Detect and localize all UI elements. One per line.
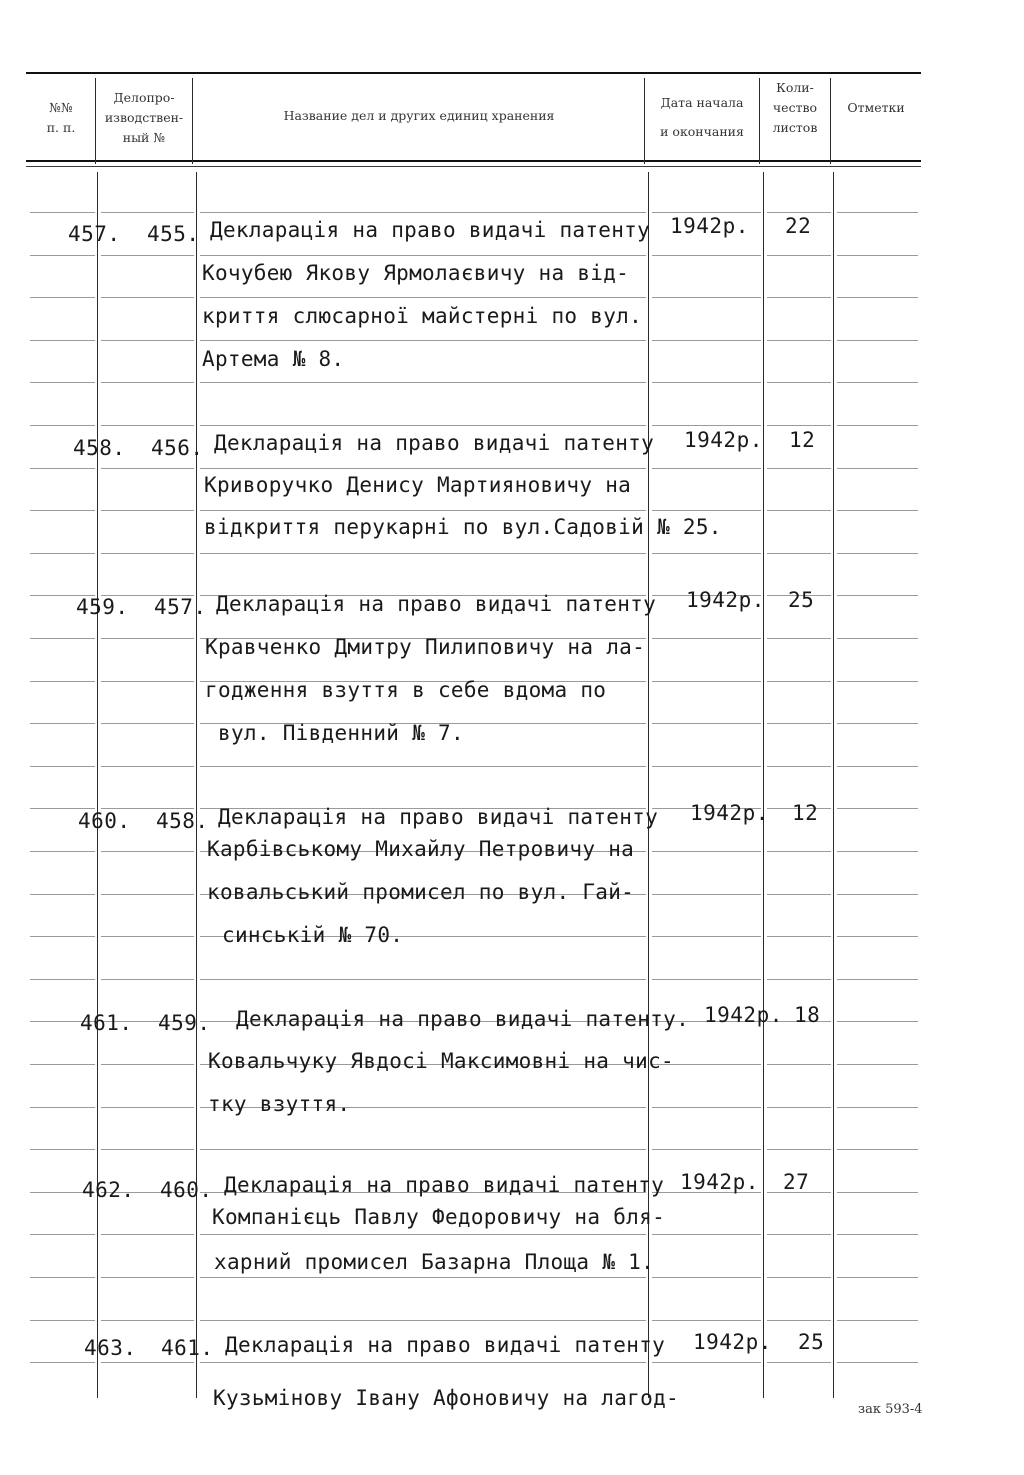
body-line-4	[763, 172, 764, 1398]
ruling-line	[30, 1320, 95, 1321]
ruling-line	[767, 1320, 831, 1321]
ruling-line	[837, 1192, 918, 1193]
ruling-line	[837, 979, 918, 980]
ruling-line	[837, 766, 918, 767]
title-line: Кравченко Дмитру Пилиповичу на ла-	[205, 635, 646, 659]
row-number: 460.	[78, 809, 131, 833]
ruling-line	[652, 894, 761, 895]
ruling-line	[101, 638, 194, 639]
title-line: ковальський промисел по вул. Гай-	[207, 880, 635, 904]
header-sep-3	[644, 78, 645, 164]
ruling-line	[767, 212, 831, 213]
date: 1942р.	[690, 801, 769, 825]
sheet-count: 27	[783, 1170, 810, 1194]
ruling-line	[101, 340, 194, 341]
ruling-line	[767, 1064, 831, 1065]
title-line: харний промисел Базарна Площа № 1.	[214, 1250, 655, 1274]
title-line: Декларація на право видачі патенту.	[236, 1007, 690, 1031]
ruling-line	[200, 979, 646, 980]
ruling-line	[767, 553, 831, 554]
ruling-line	[101, 723, 194, 724]
ruling-line	[30, 297, 95, 298]
sheet-count: 18	[794, 1003, 821, 1027]
ruling-line	[767, 638, 831, 639]
title-line: синській № 70.	[222, 923, 404, 947]
title-line: Декларація на право видачі патенту	[224, 1173, 665, 1197]
title-line: Артема № 8.	[202, 347, 345, 371]
ruling-line	[837, 510, 918, 511]
ruling-line	[837, 382, 918, 383]
ruling-line	[200, 1277, 646, 1278]
ruling-line	[101, 468, 194, 469]
title-line: Компанієць Павлу Федоровичу на бля-	[212, 1205, 666, 1229]
case-number: 459.	[158, 1011, 211, 1035]
title-line: Кузьмінову Івану Афоновичу на лагод-	[213, 1386, 679, 1410]
ruling-line	[200, 468, 646, 469]
ruling-line	[101, 979, 194, 980]
row-number: 462.	[82, 1178, 135, 1202]
ruling-line	[767, 723, 831, 724]
body-line-1	[97, 172, 98, 1398]
ruling-line	[200, 1362, 646, 1363]
title-line: Декларація на право видачі патенту	[225, 1333, 666, 1357]
ruling-line	[837, 1320, 918, 1321]
ruling-line	[837, 723, 918, 724]
ruling-line	[200, 425, 646, 426]
ruling-line	[200, 1320, 646, 1321]
ruling-line	[101, 382, 194, 383]
ruling-line	[101, 766, 194, 767]
ruling-line	[652, 979, 761, 980]
ruling-line	[101, 297, 194, 298]
header-col-sheets: Коли- чество листов	[772, 80, 818, 135]
ruling-line	[767, 425, 831, 426]
ruling-line	[30, 255, 95, 256]
ruling-line	[837, 595, 918, 596]
header-sep-5	[830, 78, 831, 164]
ruling-line	[101, 255, 194, 256]
ruling-line	[767, 510, 831, 511]
row-number: 461.	[80, 1011, 133, 1035]
ruling-line	[101, 1107, 194, 1108]
ruling-line	[30, 766, 95, 767]
title-line: Карбівському Михайлу Петровичу на	[207, 837, 635, 861]
ruling-line	[101, 425, 194, 426]
title-line: Кочубею Якову Ярмолаєвичу на від-	[202, 261, 630, 285]
ruling-line	[837, 425, 918, 426]
case-number: 460.	[160, 1178, 213, 1202]
ruling-line	[30, 723, 95, 724]
ruling-line	[837, 1277, 918, 1278]
ruling-line	[30, 212, 95, 213]
case-number: 456.	[151, 436, 204, 460]
ruling-line	[30, 425, 95, 426]
ruling-line	[200, 212, 646, 213]
date: 1942р.	[704, 1003, 783, 1027]
title-line: Декларація на право видачі патенту	[218, 805, 659, 829]
ruling-line	[30, 1149, 95, 1150]
ruling-line	[767, 1107, 831, 1108]
ruling-line	[767, 936, 831, 937]
ruling-line	[837, 468, 918, 469]
row-number: 457.	[68, 222, 121, 246]
ruling-line	[200, 297, 646, 298]
ruling-line	[837, 212, 918, 213]
ruling-line	[767, 382, 831, 383]
body-line-2	[196, 172, 197, 1398]
ruling-line	[101, 510, 194, 511]
ruling-line	[652, 1107, 761, 1108]
ruling-line	[101, 894, 194, 895]
ruling-line	[837, 681, 918, 682]
ruling-line	[101, 1064, 194, 1065]
ruling-line	[767, 1277, 831, 1278]
row-number: 463.	[84, 1336, 137, 1360]
ruling-line	[30, 894, 95, 895]
date: 1942р.	[680, 1170, 759, 1194]
header-bottom-rule	[26, 160, 921, 162]
ruling-line	[200, 766, 646, 767]
ruling-line	[652, 638, 761, 639]
ruling-line	[200, 382, 646, 383]
ruling-line	[837, 894, 918, 895]
ruling-line	[837, 638, 918, 639]
title-line: криття слюсарної майстерні по вул.	[202, 304, 643, 328]
ruling-line	[101, 1149, 194, 1150]
ruling-line	[652, 766, 761, 767]
ruling-line	[767, 681, 831, 682]
ruling-line	[837, 297, 918, 298]
ruling-line	[200, 553, 646, 554]
header-top-rule	[26, 72, 921, 74]
ruling-line	[652, 510, 761, 511]
ruling-line	[767, 468, 831, 469]
ruling-line	[767, 979, 831, 980]
ruling-line	[200, 1149, 646, 1150]
header-sep-2	[192, 78, 193, 164]
ruling-line	[837, 340, 918, 341]
sheet-count: 12	[792, 801, 819, 825]
ruling-line	[652, 468, 761, 469]
ruling-line	[652, 851, 761, 852]
ruling-line	[30, 1064, 95, 1065]
header-col-num: №№ п. п.	[46, 100, 76, 135]
ruling-line	[101, 681, 194, 682]
ruling-line	[101, 1362, 194, 1363]
ruling-line	[767, 1362, 831, 1363]
ruling-line	[767, 297, 831, 298]
row-number: 458.	[73, 436, 126, 460]
header-sep-1	[95, 78, 96, 164]
sheet-count: 25	[788, 588, 815, 612]
ruling-line	[837, 1362, 918, 1363]
ruling-line	[652, 681, 761, 682]
sheet-count: 25	[798, 1330, 825, 1354]
header-col-dates: Дата начала и окончания	[660, 95, 744, 139]
ruling-line	[652, 936, 761, 937]
title-line: годження взуття в себе вдома по	[205, 678, 607, 702]
ruling-line	[652, 1320, 761, 1321]
ruling-line	[30, 1107, 95, 1108]
ruling-line	[30, 851, 95, 852]
case-number: 455.	[147, 222, 200, 246]
title-line: Криворучко Денису Мартияновичу на	[204, 473, 632, 497]
ruling-line	[30, 340, 95, 341]
ruling-line	[767, 851, 831, 852]
title-line: відкриття перукарні по вул.Садовій № 25.	[204, 515, 722, 539]
ruling-line	[101, 936, 194, 937]
ruling-line	[30, 1277, 95, 1278]
title-line: вул. Південний № 7.	[218, 721, 464, 745]
title-line: тку взуття.	[208, 1092, 351, 1116]
ruling-line	[200, 1234, 646, 1235]
order-stamp: зак 593-4	[858, 1402, 923, 1417]
ruling-line	[652, 1234, 761, 1235]
ruling-line	[652, 1362, 761, 1363]
ruling-line	[30, 1234, 95, 1235]
header-col-notes: Отметки	[847, 100, 905, 115]
ruling-line	[837, 553, 918, 554]
title-line: Декларація на право видачі патенту	[216, 592, 657, 616]
date: 1942р.	[670, 214, 749, 238]
ruling-line	[767, 1149, 831, 1150]
ruling-line	[837, 1064, 918, 1065]
title-line: Декларація на право видачі патенту	[214, 431, 655, 455]
ruling-line	[652, 255, 761, 256]
ruling-line	[837, 255, 918, 256]
ruling-line	[30, 979, 95, 980]
ruling-line	[837, 936, 918, 937]
ruling-line	[30, 382, 95, 383]
ruling-line	[652, 340, 761, 341]
ruling-line	[101, 553, 194, 554]
ruling-line	[837, 851, 918, 852]
sheet-count: 22	[785, 214, 812, 238]
ruling-line	[30, 510, 95, 511]
ruling-line	[652, 212, 761, 213]
title-line: Ковальчуку Явдосі Максимовні на чис-	[208, 1049, 674, 1073]
sheet-count: 12	[789, 428, 816, 452]
ruling-line	[652, 553, 761, 554]
ruling-line	[837, 808, 918, 809]
ruling-line	[200, 255, 646, 256]
ruling-line	[30, 681, 95, 682]
header-col-case: Делопро- изводствен- ный №	[104, 90, 184, 145]
ruling-line	[767, 255, 831, 256]
title-line: Декларація на право видачі патенту	[210, 218, 651, 242]
ruling-line	[200, 340, 646, 341]
ruling-line	[101, 212, 194, 213]
ruling-line	[767, 894, 831, 895]
ruling-line	[652, 297, 761, 298]
ruling-line	[767, 340, 831, 341]
ruling-line	[101, 851, 194, 852]
ruling-line	[101, 1234, 194, 1235]
date: 1942р.	[686, 588, 765, 612]
row-number: 459.	[76, 595, 129, 619]
ruling-line	[200, 510, 646, 511]
ruling-line	[837, 1149, 918, 1150]
ruling-line	[837, 1234, 918, 1235]
ruling-line	[652, 723, 761, 724]
ruling-line	[30, 553, 95, 554]
header-under-rule	[26, 166, 921, 167]
ruling-line	[101, 1277, 194, 1278]
ruling-line	[30, 936, 95, 937]
ruling-line	[767, 766, 831, 767]
ruling-line	[30, 1362, 95, 1363]
ruling-line	[837, 1021, 918, 1022]
ruling-line	[837, 1107, 918, 1108]
case-number: 457.	[154, 595, 207, 619]
ruling-line	[652, 1277, 761, 1278]
ruling-line	[30, 638, 95, 639]
body-line-5	[833, 172, 834, 1398]
ruling-line	[30, 468, 95, 469]
ruling-line	[652, 425, 761, 426]
ruling-line	[101, 1320, 194, 1321]
ruling-line	[652, 1149, 761, 1150]
case-number: 461.	[161, 1336, 214, 1360]
ruling-line	[767, 1234, 831, 1235]
ruling-line	[652, 382, 761, 383]
header-sep-4	[759, 78, 760, 164]
case-number: 458.	[156, 809, 209, 833]
date: 1942р.	[684, 428, 763, 452]
date: 1942р.	[693, 1330, 772, 1354]
header-col-title: Название дел и других единиц хранения	[283, 108, 555, 123]
